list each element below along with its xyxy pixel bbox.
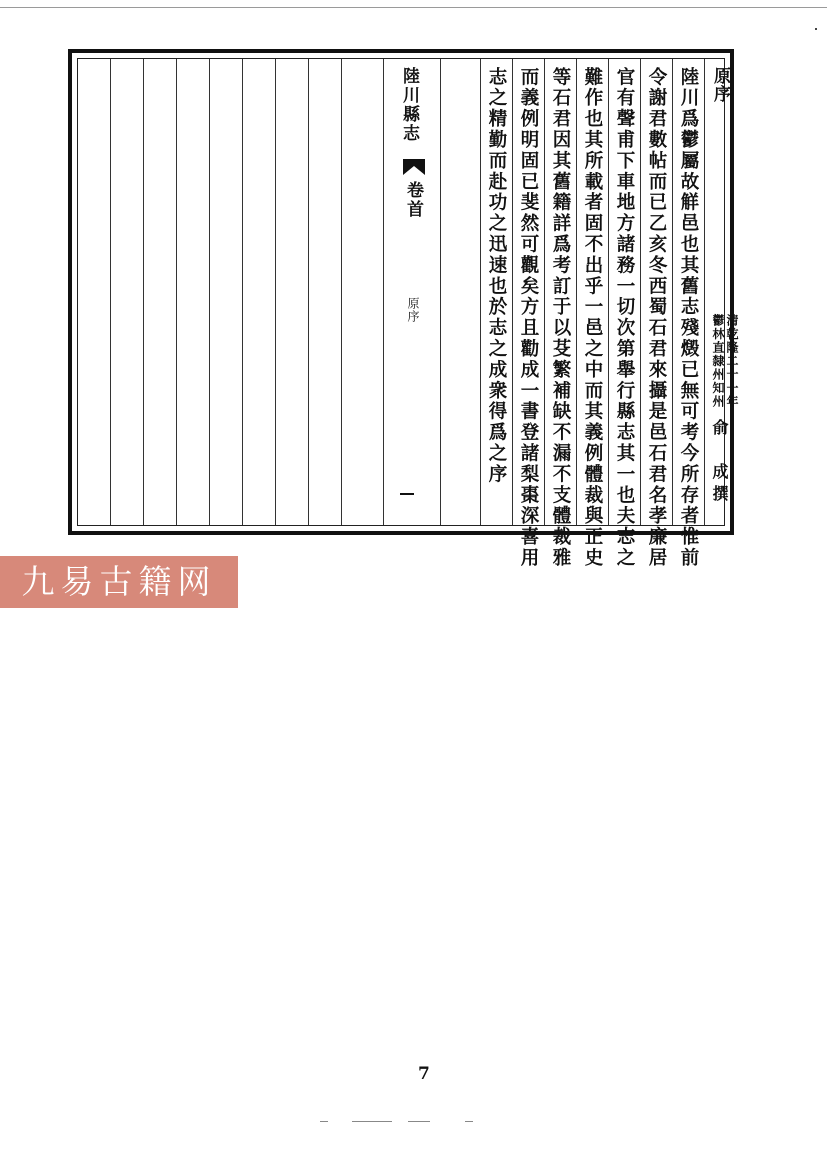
preface-column: 志之精勤而赴功之迅速也於志之成衆得爲之序 (486, 67, 507, 485)
scan-speck (465, 1121, 473, 1122)
column-rule (143, 59, 144, 525)
center-fold-rule-right (440, 59, 441, 525)
column-rule (341, 59, 342, 525)
section-label: 原序 (406, 297, 420, 323)
preface-column: 官有聲甫下車地方諸務一切次第舉行縣志其一也夫志之 (614, 67, 635, 569)
fishtail-mark-icon (403, 159, 425, 175)
preface-column: 陸川爲鬱屬故觧邑也其舊志殘燬已無可考今所存者惟前 (678, 67, 699, 569)
preface-column: 令謝君數帖而已乙亥冬西蜀石君來攝是邑石君名孝廉居 (646, 67, 667, 569)
top-border-rule (0, 7, 827, 8)
column-rule (275, 59, 276, 525)
book-page-frame (68, 49, 739, 569)
preface-heading: 原序 (710, 67, 730, 103)
credit-line-1: 清乾隆二十一年 (725, 314, 739, 409)
preface-column: 難作也其所載者固不出乎一邑之中而其義例體裁與正史 (582, 67, 603, 569)
page-number: 7 (418, 1064, 430, 1084)
column-rule (176, 59, 177, 525)
preface-author: 俞 成撰 (710, 419, 729, 507)
center-fold-rule-left (383, 59, 384, 525)
watermark-banner (0, 556, 238, 608)
scan-speck (320, 1121, 328, 1122)
scan-speck (352, 1121, 392, 1122)
column-rule (608, 59, 609, 525)
column-rule (480, 59, 481, 525)
book-page-inner-frame (77, 58, 739, 569)
scan-speck (408, 1121, 430, 1122)
watermark-text: 九易古籍网 (21, 562, 217, 601)
column-rule (308, 59, 309, 525)
column-rule (672, 59, 673, 525)
column-rule (209, 59, 210, 525)
preface-column: 而義例明固已斐然可觀矣方且勸成一書登諸梨棗深喜用 (518, 67, 539, 569)
column-rule (512, 59, 513, 525)
column-rule (110, 59, 111, 525)
column-rule (242, 59, 243, 525)
scan-speck (815, 28, 817, 30)
column-rule (544, 59, 545, 525)
juan-label: 卷首 (403, 181, 423, 219)
fold-page-mark (400, 493, 414, 495)
column-rule (704, 59, 705, 525)
book-title: 陸川縣志 (399, 67, 419, 143)
column-rule (576, 59, 577, 525)
column-rule (640, 59, 641, 525)
credit-line-2: 鬱林直隸州知州 (711, 314, 725, 409)
preface-column: 等石君因其舊籍詳爲考訂于以芟繁補缺不漏不支體裁雅 (550, 67, 571, 569)
